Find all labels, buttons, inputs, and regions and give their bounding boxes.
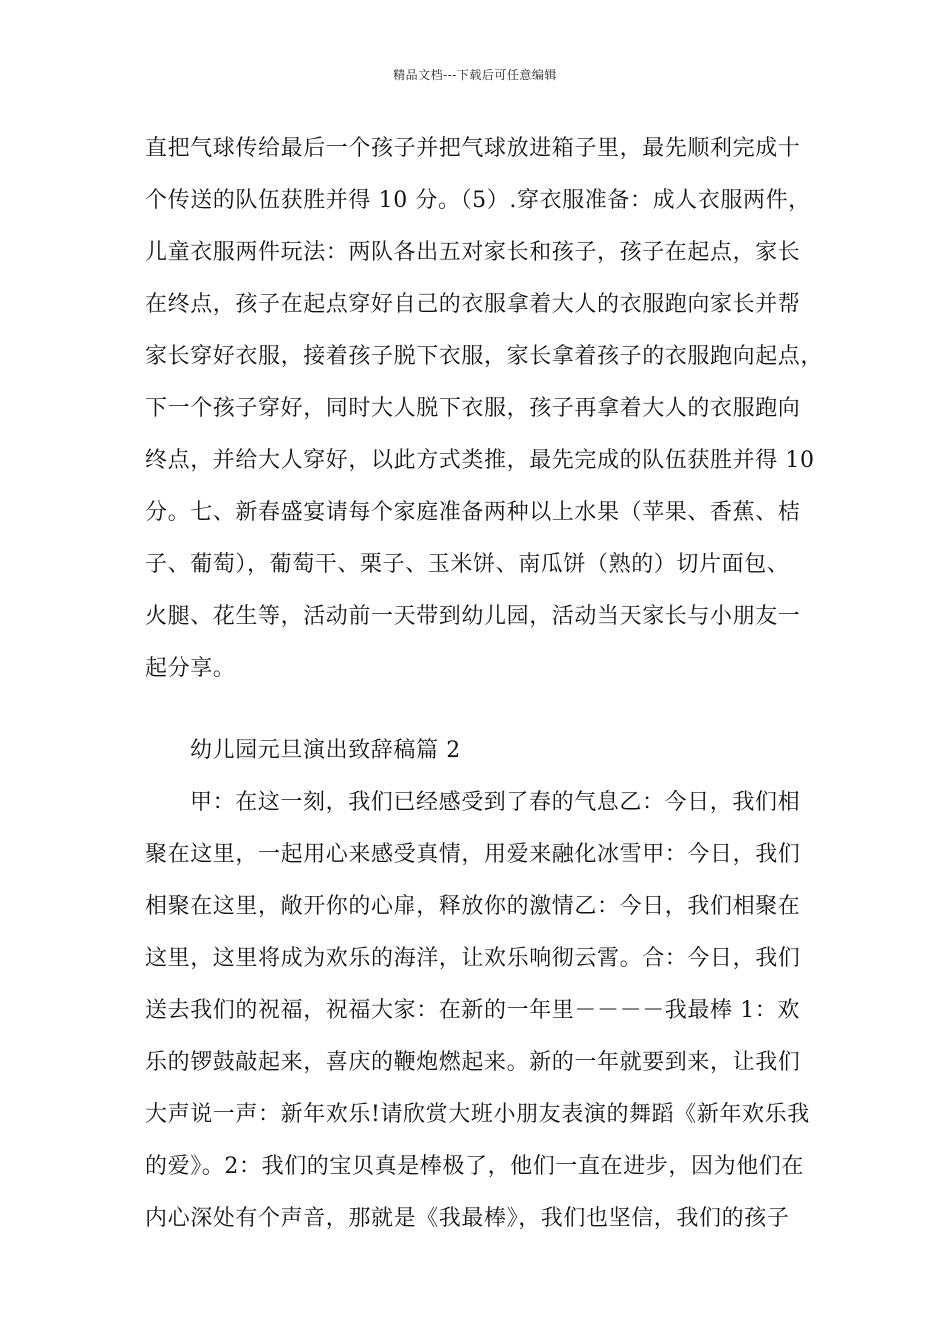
text-line: 直把气球传给最后一个孩子并把气球放进箱子里，最先顺利完成十: [145, 136, 801, 161]
text-line: 个传送的队伍获胜并得 10 分。（5）.穿衣服准备：成人衣服两件，: [145, 188, 811, 213]
text-line: 相聚在这里，敞开你的心扉，释放你的激情乙：今日，我们相聚在: [145, 894, 801, 919]
text-line: 分。七、新春盛宴请每个家庭准备两种以上水果（苹果、香蕉、桔: [145, 500, 801, 525]
text-line: 甲：在这一刻，我们已经感受到了春的气息乙：今日，我们相: [190, 790, 801, 815]
text-line: 大声说一声：新年欢乐!请欣赏大班小朋友表演的舞蹈《新年欢乐我: [145, 1102, 810, 1127]
text-line: 在终点，孩子在起点穿好自己的衣服拿着大人的衣服跑向家长并帮: [145, 292, 801, 317]
text-line: 聚在这里，一起用心来感受真情，用爱来融化冰雪甲：今日，我们: [145, 842, 801, 867]
text-line: 下一个孩子穿好，同时大人脱下衣服，孩子再拿着大人的衣服跑向: [145, 396, 801, 421]
text-line: 乐的锣鼓敲起来，喜庆的鞭炮燃起来。新的一年就要到来，让我们: [145, 1050, 801, 1075]
text-line: 的爱》。2：我们的宝贝真是棒极了，他们一直在进步，因为他们在: [145, 1154, 804, 1179]
text-line: 这里，这里将成为欢乐的海洋，让欢乐响彻云霄。合：今日，我们: [145, 946, 801, 971]
text-line: 火腿、花生等，活动前一天带到幼儿园，活动当天家长与小朋友一: [145, 604, 801, 629]
text-line: 家长穿好衣服，接着孩子脱下衣服，家长拿着孩子的衣服跑向起点，: [145, 344, 824, 369]
text-line: 终点，并给大人穿好，以此方式类推，最先完成的队伍获胜并得 10: [145, 448, 815, 473]
section-title: 幼儿园元旦演出致辞稿篇 2: [190, 738, 461, 763]
text-line: 儿童衣服两件玩法：两队各出五对家长和孩子，孩子在起点，家长: [145, 240, 801, 265]
text-line: 内心深处有个声音，那就是《我最棒》，我们也坚信，我们的孩子: [145, 1206, 790, 1231]
page-header: 精品文档---下载后可任意编辑: [393, 68, 557, 82]
text-line: 起分享。: [145, 656, 236, 681]
text-line: 子、葡萄），葡萄干、栗子、玉米饼、南瓜饼（熟的）切片面包、: [145, 552, 790, 577]
text-line: 送去我们的祝福，祝福大家：在新的一年里－－－－我最棒 1：欢: [145, 998, 800, 1023]
